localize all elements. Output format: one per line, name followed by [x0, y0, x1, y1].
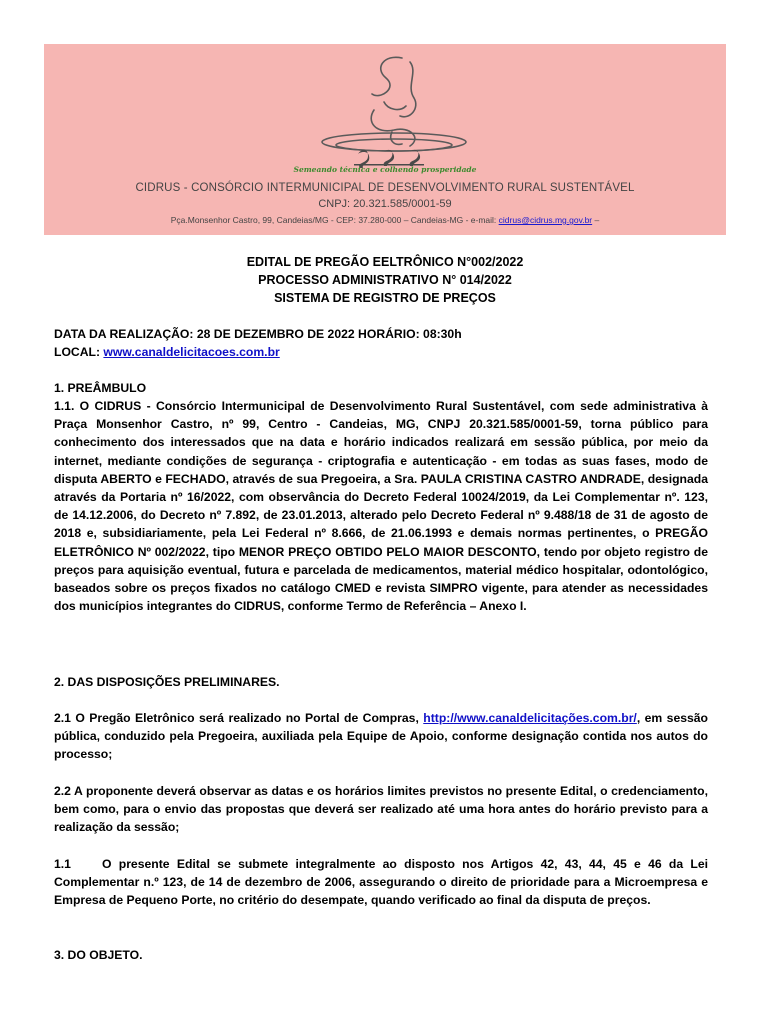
- organization-address: [44, 215, 726, 225]
- paragraph-2-1-prefix: 2.1 O Pregão Eletrônico será realizado no Portal de Compras,: [54, 711, 424, 725]
- paragraph-1-1-b-text: O presente Edital se submete integralmente ao disposto nos Artigos 42, 43, 44, 45 e 46 da Lei Complementar n.º 123, de 14 de dezembro de 2006, assegurando o direito de prioridade para a Microempresa e Empresa de Pequeno Porte, no critério do desempate, quando verificado ao final da disputa de preços.: [54, 857, 708, 908]
- header-slogan: Semeando técnica e colhendo prosperidade: [293, 165, 477, 174]
- local-line: [54, 343, 708, 361]
- paragraph-2-1: [54, 709, 708, 764]
- processo-title: PROCESSO ADMINISTRATIVO N° 014/2022: [258, 273, 512, 287]
- paragraph-number: 1.1: [54, 857, 71, 871]
- cidrus-logo-icon: [314, 50, 474, 172]
- section-1-heading: 1. PREÂMBULO: [54, 381, 147, 395]
- email-link[interactable]: cidrus@cidrus.mg.gov.br: [498, 215, 593, 225]
- sistema-title: SISTEMA DE REGISTRO DE PREÇOS: [274, 291, 496, 305]
- date-line: DATA DA REALIZAÇÃO: 28 DE DEZEMBRO DE 2022 HORÁRIO: 08:30h: [54, 327, 462, 341]
- paragraph-2-2: 2.2 A proponente deverá observar as datas e os horários limites previstos no presente Edital, o credenciamento, bem como, para o envio das propostas que deverá ser realizado até uma hora antes do horário previsto para a realização da sessão;: [54, 784, 708, 835]
- document-header: [44, 44, 726, 235]
- paragraph-2-1-suffix: , em sessão pública, conduzido pela Pregoeira, auxiliada pela Equipe de Apoio, conforme designação contida nos autos do processo;: [54, 711, 708, 762]
- section-2-heading: 2. DAS DISPOSIÇÕES PRELIMINARES.: [54, 675, 280, 689]
- organization-name: CIDRUS - CONSÓRCIO INTERMUNICIPAL DE DESENVOLVIMENTO RURAL SUSTENTÁVEL: [135, 182, 635, 194]
- organization-cnpj: CNPJ: 20.321.585/0001-59: [318, 198, 452, 210]
- paragraph-1-1: 1.1. O CIDRUS - Consórcio Intermunicipal de Desenvolvimento Rural Sustentável, com sede administrativa à Praça Monsenhor Castro, nº 99, Centro - Candeias, MG, CNPJ 20.321.585/0001-59, torna público para conhecimento dos interessados que na data e horário indicados realizará em sessão pública, por meio da internet, mediante condições de segurança - criptografia e autenticação - em todas as suas fases, modo de disputa ABERTO e FECHADO, através de sua Pregoeira, a Sra. PAULA CRISTINA CASTRO ANDRADE, designada através da Portaria nº 16/2022, com observância do Decreto Federal 10024/2019, da Lei Complementar nº. 123, de 14.12.2006, do Decreto nº 7.892, de 23.01.2013, alterado pelo Decreto Federal nº 9.488/18 de 31 de agosto de 2018 e, subsidiariamente, pela Lei Federal nº 8.666, de 21.06.1993 e demais normas pertinentes, o PREGÃO ELETRÔNICO Nº 002/2022, tipo MENOR PREÇO OBTIDO PELO MAIOR DESCONTO, tendo por objeto registro de preços para aquisição eventual, futura e parcelada de medicamentos, material médico hospitalar, odontológico, baseados sobre os preços fixados no catálogo CMED e revista SIMPRO vigente, para atender as necessidades dos municípios integrantes do CIDRUS, conforme Termo de Referência – Anexo I.: [54, 399, 708, 614]
- portal-link[interactable]: http://www.canaldelicitações.com.br/: [423, 711, 637, 725]
- paragraph-1-1-b: [54, 855, 708, 910]
- address-text: Pça.Monsenhor Castro, 99, Candeias/MG - CEP: 37.280-000 – Candeias-MG - e-mail:: [170, 215, 499, 225]
- address-suffix: –: [592, 215, 600, 225]
- section-3-heading: 3. DO OBJETO.: [54, 948, 143, 962]
- edital-title: EDITAL DE PREGÃO EELTRÔNICO N°002/2022: [246, 255, 524, 269]
- local-label: LOCAL:: [54, 345, 104, 359]
- local-link[interactable]: www.canaldelicitacoes.com.br: [103, 345, 280, 359]
